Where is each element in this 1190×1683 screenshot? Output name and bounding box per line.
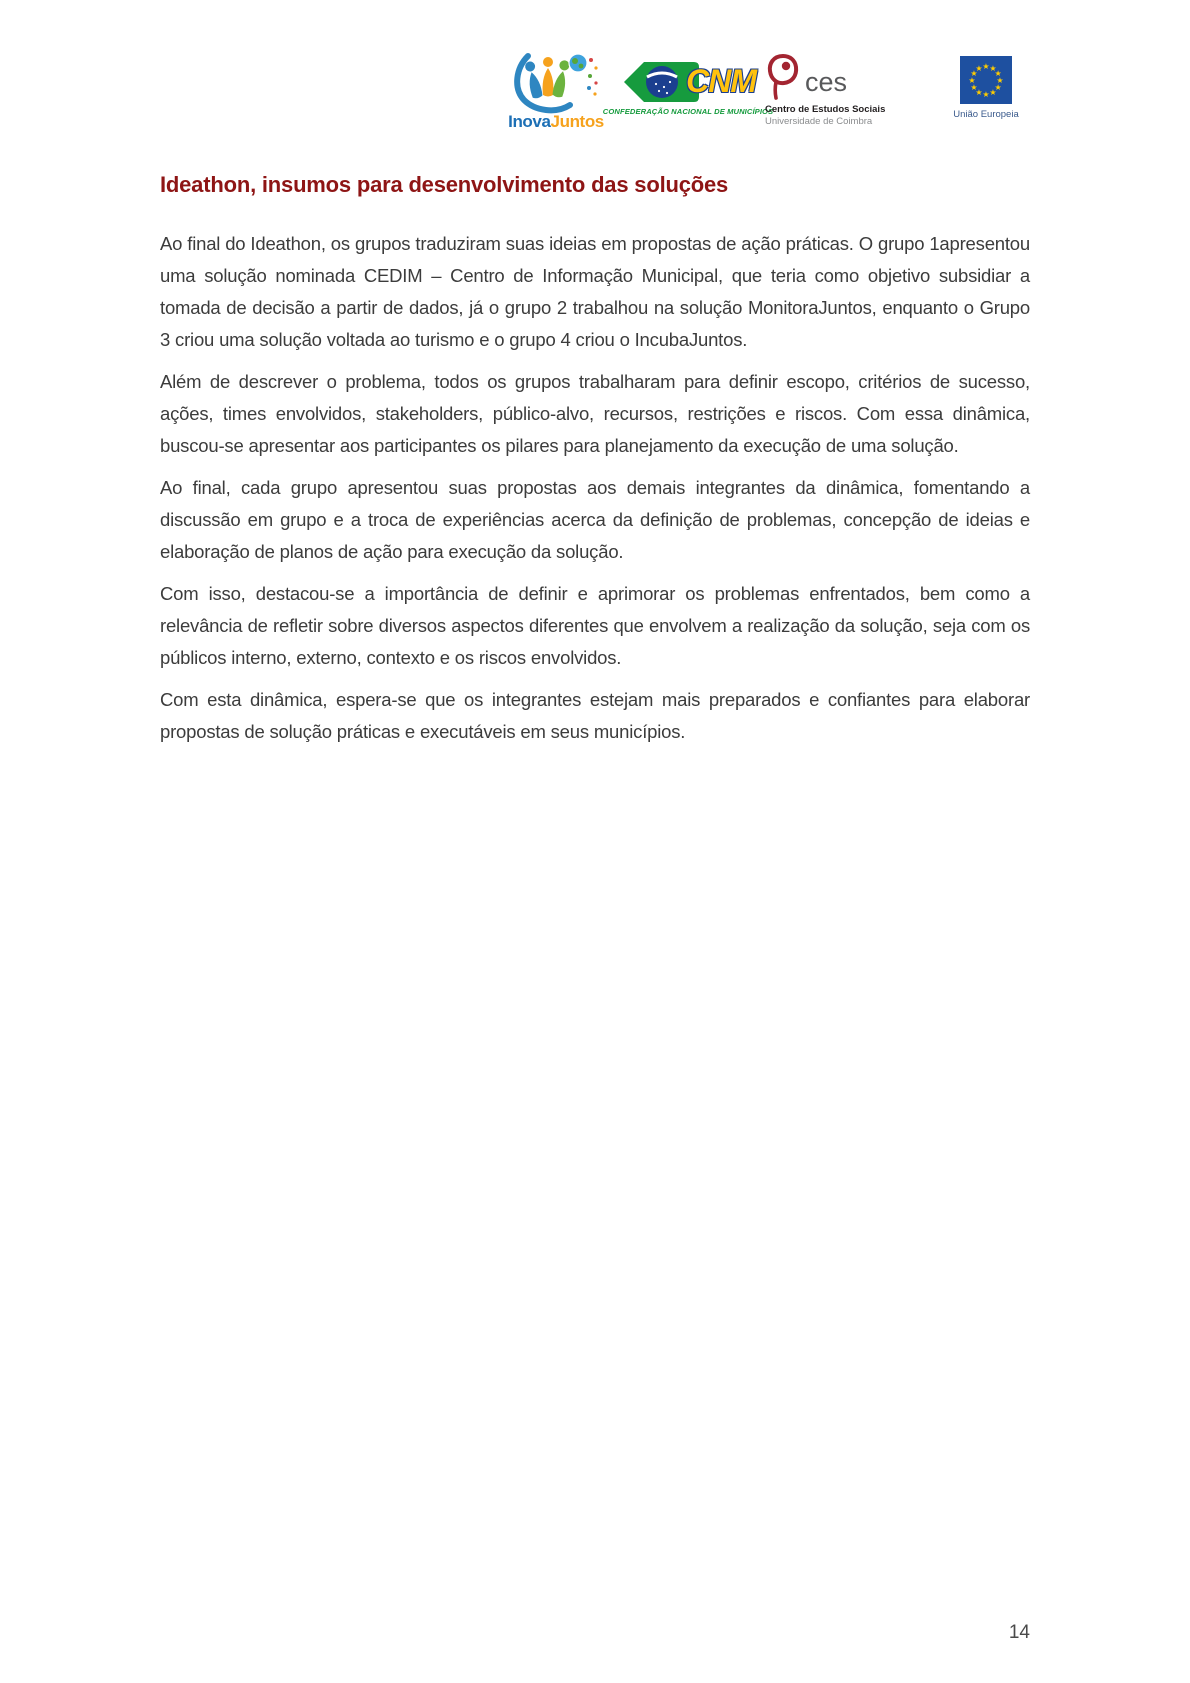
cnm-logo: [602, 60, 774, 116]
page-number: 14: [1008, 1622, 1030, 1643]
svg-text:★: ★: [994, 83, 1002, 92]
svg-text:★: ★: [975, 63, 983, 73]
document-content: [160, 170, 1030, 758]
eu-flag-icon: [960, 56, 1012, 104]
paragraph-4: Com isso, destacou-se a importância de definir e aprimorar os problemas enfrentados, bem como a relevância de refletir sobre diversos aspectos diferentes que envolvem a realização da solução, seja com os públicos interno, externo, contexto e os riscos envolvidos.: [160, 583, 1030, 668]
inovajuntos-logo: [497, 50, 615, 132]
svg-text:★: ★: [989, 88, 997, 98]
ces-mark: [765, 52, 847, 100]
inovajuntos-wordmark: [508, 112, 604, 132]
header-logo-band: [497, 48, 1017, 138]
eu-caption: União Europeia: [953, 109, 1019, 120]
paragraph-1: Ao final do Ideathon, os grupos traduziram suas ideias em propostas de ação práticas. O grupo 1apresentou uma solução nominada CEDIM – Centro de Informação Municipal, que teria como objetivo subsidiar a tomada de decisão a partir de dados, já o grupo 2 trabalhou na solução MonitoraJuntos, enquanto o Grupo 3 criou uma solução voltada ao turismo e o grupo 4 criou o IncubaJuntos.: [160, 233, 1030, 350]
section-heading: Ideathon, insumos para desenvolvimento das soluções: [160, 172, 729, 197]
cnm-mark: [620, 60, 756, 104]
svg-text:★: ★: [982, 90, 990, 99]
paragraph-2: Além de descrever o problema, todos os grupos trabalharam para definir escopo, critérios de sucesso, ações, times envolvidos, stakeholders, público-alvo, recursos, restrições e riscos. Com essa dinâmica, buscou-se apresentar aos participantes os pilares para planejamento da execução de uma solução.: [160, 371, 1030, 456]
svg-text:★: ★: [989, 63, 997, 73]
ces-caption-line1: Centro de Estudos Sociais: [765, 104, 886, 115]
cnm-caption: CONFEDERAÇÃO NACIONAL DE MUNICÍPIOS: [602, 107, 774, 116]
svg-text:★: ★: [970, 83, 978, 92]
svg-text:★: ★: [975, 88, 983, 98]
cnm-acronym: CNM: [686, 63, 756, 99]
svg-text:★: ★: [982, 62, 990, 71]
ces-acronym: ces: [805, 67, 848, 97]
svg-text:★: ★: [968, 76, 976, 85]
inovajuntos-wordmark-juntos: Juntos: [550, 112, 604, 131]
inovajuntos-wordmark-inova: Inova: [508, 112, 551, 131]
paragraph-3: Ao final, cada grupo apresentou suas propostas aos demais integrantes da dinâmica, fomentando a discussão em grupo e a troca de experiências acerca da definição de problemas, concepção de ideias e elaboração de planos de ação para execução da solução.: [160, 477, 1030, 562]
svg-text:★: ★: [994, 69, 1002, 78]
ces-logo: [765, 52, 886, 127]
paragraph-5: Com esta dinâmica, espera-se que os integrantes estejam mais preparados e confiantes para elaborar propostas de solução práticas e executáveis em seus municípios.: [160, 689, 1030, 742]
svg-text:★: ★: [996, 76, 1004, 85]
ces-caption-line2: Universidade de Coimbra: [765, 116, 873, 127]
eu-logo: [955, 56, 1017, 120]
svg-text:★: ★: [970, 69, 978, 78]
ces-glyph-icon: [765, 52, 803, 100]
inovajuntos-icon: [512, 50, 600, 114]
